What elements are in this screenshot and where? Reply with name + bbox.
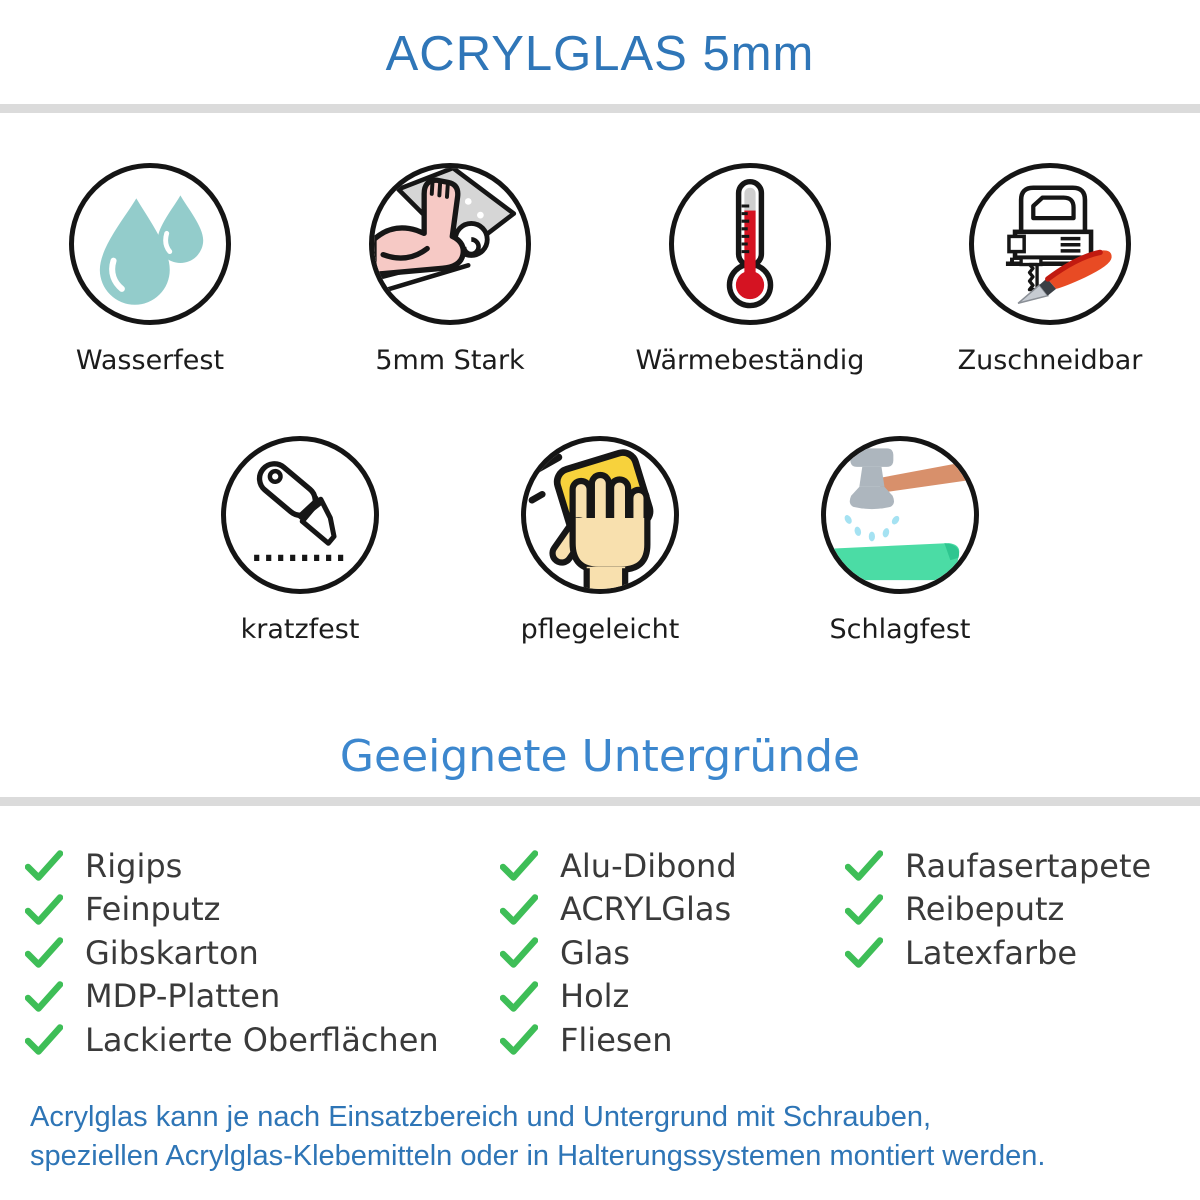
list-item <box>25 844 500 888</box>
utility-knife-icon <box>221 436 379 594</box>
feature-label: Schlagfest <box>829 614 971 645</box>
surfaces-column-1 <box>25 844 500 1062</box>
list-item <box>500 1018 845 1062</box>
surface-label: Gibskarton <box>85 933 259 972</box>
list-item <box>500 888 845 932</box>
feature-zuschneidbar <box>900 163 1200 376</box>
divider-middle <box>0 797 1200 806</box>
surface-label: Glas <box>560 933 630 972</box>
surfaces-heading: Geeignete Untergründe <box>339 731 861 782</box>
feature-label: Wasserfest <box>75 345 225 376</box>
surface-label: Feinputz <box>85 890 221 929</box>
surface-label: Alu-Dibond <box>560 846 737 885</box>
list-item <box>500 975 845 1019</box>
check-icon <box>500 850 538 881</box>
list-item <box>25 888 500 932</box>
list-item <box>845 844 1200 888</box>
mounting-note <box>0 1098 1200 1176</box>
check-icon <box>25 937 63 968</box>
surface-label: Rigips <box>85 846 183 885</box>
surface-label: Holz <box>560 977 630 1016</box>
thermometer-icon <box>669 163 831 325</box>
feature-label: 5mm Stark <box>375 345 525 376</box>
list-item <box>25 1018 500 1062</box>
surface-label: Latexfarbe <box>905 933 1078 972</box>
flexed-arm-material-roll-icon <box>369 163 531 325</box>
list-item <box>845 888 1200 932</box>
surface-label: Reibeputz <box>905 890 1065 929</box>
feature-label: pflegeleicht <box>520 614 680 645</box>
water-drops-icon <box>69 163 231 325</box>
check-icon <box>500 981 538 1012</box>
surface-label: ACRYLGlas <box>560 890 732 929</box>
surface-label: Lackierte Oberflächen <box>85 1020 439 1059</box>
features-row-2 <box>150 436 1050 645</box>
check-icon <box>500 894 538 925</box>
divider-top <box>0 104 1200 113</box>
list-item <box>845 931 1200 975</box>
check-icon <box>25 1024 63 1055</box>
feature-wasserfest <box>0 163 300 376</box>
feature-kratzfest <box>150 436 450 645</box>
check-icon <box>500 937 538 968</box>
check-icon <box>25 850 63 881</box>
surface-label: MDP-Platten <box>85 977 281 1016</box>
surface-label: Fliesen <box>560 1020 673 1059</box>
feature-5mm-stark <box>300 163 600 376</box>
check-icon <box>845 937 883 968</box>
list-item <box>25 931 500 975</box>
hammer-impact-icon <box>821 436 979 594</box>
list-item <box>25 975 500 1019</box>
list-item <box>500 844 845 888</box>
surface-label: Raufasertapete <box>905 846 1152 885</box>
jigsaw-and-cutter-icon <box>969 163 1131 325</box>
feature-label: Wärmebeständig <box>635 345 865 376</box>
feature-pflegeleicht <box>450 436 750 645</box>
feature-label: Zuschneidbar <box>957 345 1143 376</box>
mounting-note-line-1: Acrylglas kann je nach Einsatzbereich und Untergrund mit Schrauben, <box>30 1100 932 1133</box>
features-row-1 <box>0 163 1200 376</box>
check-icon <box>845 850 883 881</box>
check-icon <box>25 894 63 925</box>
feature-label: kratzfest <box>240 614 360 645</box>
check-icon <box>845 894 883 925</box>
mounting-note-line-2: speziellen Acrylglas-Klebemitteln oder in Halterungssystemen montiert werden. <box>30 1139 1046 1172</box>
check-icon <box>25 981 63 1012</box>
feature-waermebestaendig <box>600 163 900 376</box>
surfaces-list <box>0 806 1200 1062</box>
check-icon <box>500 1024 538 1055</box>
hand-with-cloth-icon <box>521 436 679 594</box>
page-title: ACRYLGLAS 5mm <box>385 27 815 81</box>
surfaces-column-2 <box>500 844 845 1062</box>
surfaces-column-3 <box>845 844 1200 1062</box>
feature-schlagfest <box>750 436 1050 645</box>
list-item <box>500 931 845 975</box>
